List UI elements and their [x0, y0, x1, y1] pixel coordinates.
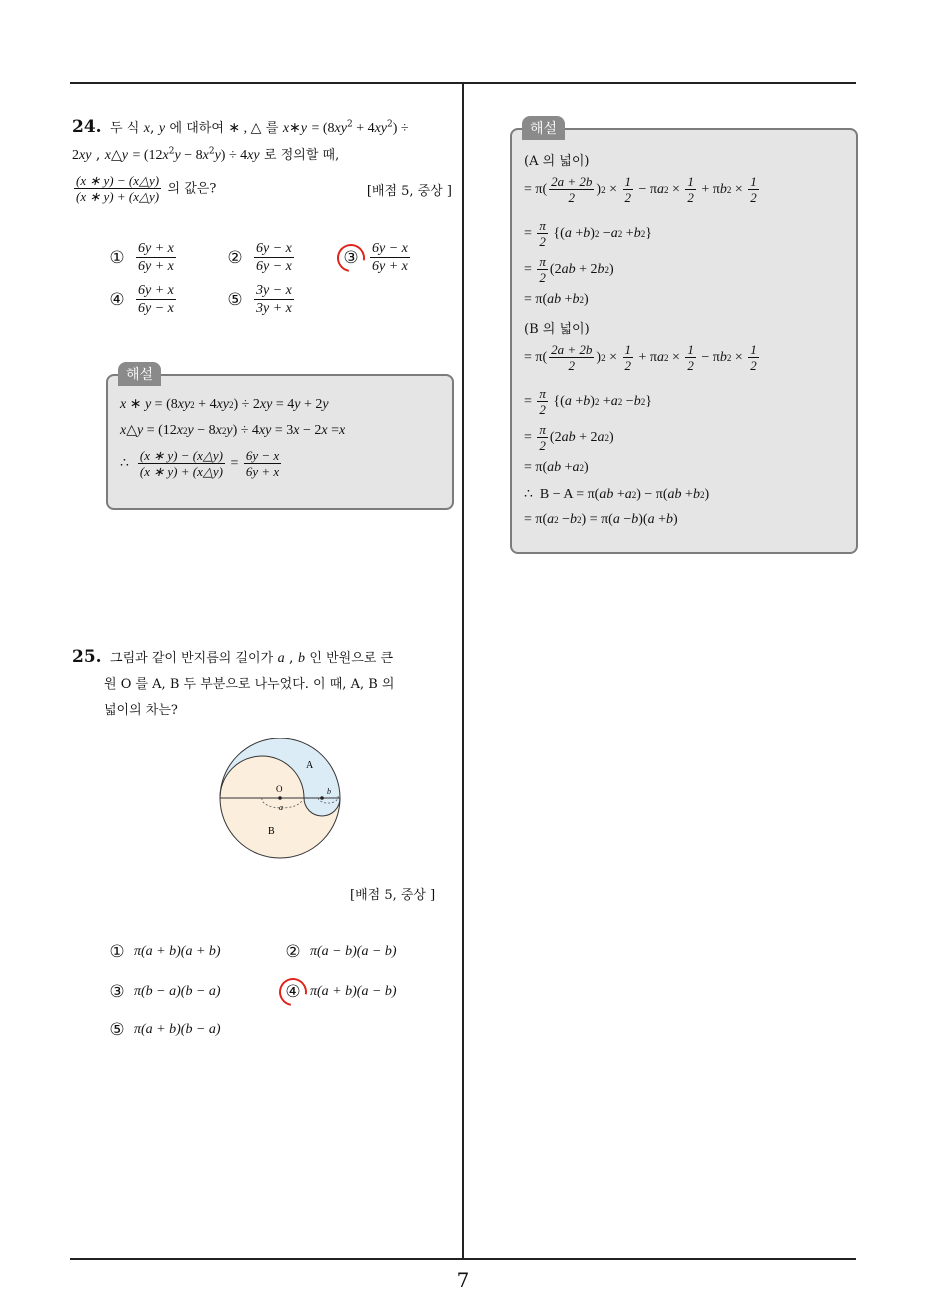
- bottom-rule: [70, 1258, 856, 1260]
- solution-header-b: (B 의 넓이): [524, 322, 590, 337]
- solution-line: = $\frac{\pi}{2}$ (2 ab + 2 b 2 ): [524, 254, 614, 285]
- page-number: 7: [456, 1268, 470, 1292]
- solution-tag: 해설: [118, 362, 161, 386]
- choice-2[interactable]: ② π(a − b)(a − b): [285, 942, 397, 961]
- solution-line: = π( $\frac{2a + 2b}{2}$ ) 2 × $\frac{1}{2}$ + π a 2 × $\frac{1}{2}$ − π b 2 × $\frac{1}{2}$: [524, 342, 757, 373]
- problem-24: [72, 114, 452, 204]
- figure-label-a: a: [279, 803, 283, 812]
- solution-line: x ∗ y = (8 xy 2 + 4 xy 2 ) ÷ 2 xy = 4 y + 2 y: [120, 396, 329, 412]
- problem-25-choices: [108, 942, 448, 1042]
- choice-1[interactable]: ① $\frac{6y + x}{6y + x}$: [109, 241, 174, 274]
- problem-25: [72, 644, 452, 724]
- solution-line: = $\frac{\pi}{2}$ (2 ab + 2 a 2 ): [524, 422, 614, 453]
- figure-label-o: O: [276, 784, 283, 794]
- solution-line: = π( ab + a 2 ): [524, 460, 589, 475]
- solution-tag: 해설: [522, 116, 565, 140]
- solution-header-a: (A 의 넓이): [524, 154, 590, 169]
- problem-24-line-3: $\frac{(x ∗ y) - (x\triangle y)}{(x ∗ y) + (x\triangle y)}$ 의 값은? [배점 5, 중상 ]: [76, 173, 452, 204]
- solution-25-box: [510, 121, 858, 554]
- choice-4[interactable]: ④ π(a + b)(a − b): [284, 982, 397, 1002]
- figure-label-a-region: A: [306, 760, 314, 771]
- solution-line: = $\frac{\pi}{2}$ {( a + b ) 2 − a 2 + b 2 }: [524, 218, 652, 249]
- solution-line: = π( ab + b 2 ): [524, 292, 589, 307]
- solution-line: = π( a 2 − b 2 ) = π( a − b )( a + b ): [524, 512, 678, 527]
- solution-line: = $\frac{\pi}{2}$ {( a + b ) 2 + a 2 − b 2 }: [524, 386, 652, 417]
- solution-line: x △ y = (12 x 2 y − 8 x 2 y ) ÷ 4 xy = 3 x − 2 x = x: [120, 422, 346, 438]
- choice-2[interactable]: ② $\frac{6y - x}{6y - x}$: [227, 241, 292, 274]
- column-divider: [462, 82, 464, 1259]
- problem-25-line-1: 25. 그림과 같이 반지름의 길이가 a , b 인 반원으로 큰: [72, 647, 394, 667]
- problem-number: 25.: [72, 647, 102, 667]
- score-label: [배점 5, 중상 ]: [350, 888, 436, 903]
- score-label: [배점 5, 중상 ]: [366, 184, 452, 199]
- problem-24-line-2: 2xy , x△y = $(12x^2y - 8x^2y) \div 4xy$ 로 정의할 때,: [72, 146, 340, 163]
- expression-fraction: $\frac{(x ∗ y) - (x\triangle y)}{(x ∗ y) + (x\triangle y)}$: [76, 173, 160, 204]
- problem-24-line-1: 24. 두 식 x, y 에 대하여 ∗ , △ 를 x∗y = $(8xy^2 + 4xy^2)$ ÷: [72, 117, 409, 137]
- solution-24-box: [106, 367, 454, 510]
- problem-25-line-2: 원 O 를 A, B 두 부분으로 나누었다. 이 때, A, B 의: [104, 677, 395, 692]
- choice-1[interactable]: ① π(a + b)(a + b): [109, 942, 221, 961]
- solution-line: ∴ B − A = π( ab + a 2 ) − π( ab + b 2 ): [524, 486, 710, 502]
- figure-label-b-region: B: [268, 826, 275, 837]
- figure-label-b: b: [327, 787, 331, 796]
- choice-3[interactable]: ③ π(b − a)(b − a): [109, 982, 221, 1001]
- problem-25-line-3: 넓이의 차는?: [104, 703, 178, 718]
- choice-5[interactable]: ⑤ π(a + b)(b − a): [109, 1020, 221, 1039]
- answer-mark-icon: [274, 973, 313, 1012]
- choice-3[interactable]: ③ $\frac{6y - x}{6y + x}$: [342, 240, 412, 275]
- problem-24-choices: [108, 240, 448, 320]
- circle-figure: [218, 738, 358, 864]
- answer-mark-icon: [332, 238, 371, 277]
- choice-5[interactable]: ⑤ $\frac{3y - x}{3y + x}$: [227, 283, 292, 316]
- choice-4[interactable]: ④ $\frac{6y + x}{6y - x}$: [109, 283, 174, 316]
- problem-number: 24.: [72, 117, 102, 137]
- solution-line: ∴ $\frac{(x ∗ y) - (x\triangle y)}{(x ∗ y) + (x\triangle y)}$ = $\frac{6y - x}{6y + x}$: [120, 448, 280, 479]
- solution-line: = π( $\frac{2a + 2b}{2}$ ) 2 × $\frac{1}{2}$ − π a 2 × $\frac{1}{2}$ + π b 2 × $\frac{1}{2}$: [524, 174, 757, 205]
